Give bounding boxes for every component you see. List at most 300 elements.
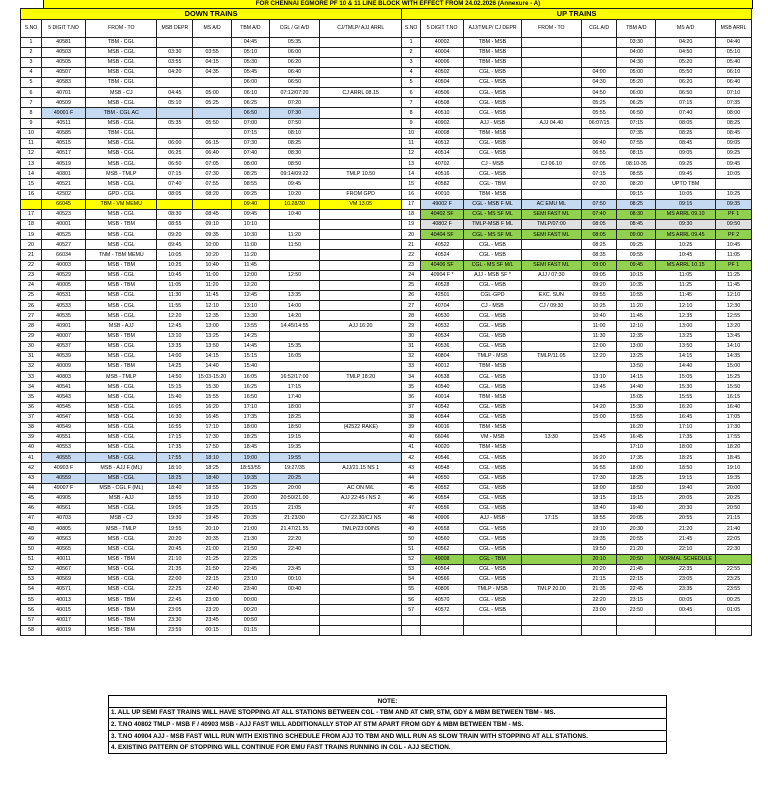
down-cell: 13:35 — [157, 341, 193, 351]
up-cell: CGL - MSB — [464, 149, 522, 159]
down-cell — [320, 503, 402, 513]
up-cell — [521, 149, 581, 159]
up-cell — [716, 179, 752, 189]
up-cell: 10:25 — [581, 301, 617, 311]
down-cell: 07:40 — [232, 149, 270, 159]
up-cell: 16:20 — [581, 453, 617, 463]
up-cell: 18:25 — [656, 453, 716, 463]
down-cell: 05:35 — [157, 118, 193, 128]
up-cell — [581, 37, 617, 47]
up-cell: 34 — [402, 372, 421, 382]
up-cell: CGL - MS SF M/L — [464, 260, 522, 270]
table-row — [21, 37, 752, 47]
up-cell: 23:55 — [716, 585, 752, 595]
down-cell: 23:45 — [269, 564, 319, 574]
up-cell: 7 — [402, 98, 421, 108]
up-cell — [521, 463, 581, 473]
up-cell: 18:25 — [617, 473, 656, 483]
down-cell: MSB - CGL — [86, 503, 157, 513]
down-cell: 16:20 — [193, 402, 232, 412]
down-cell: VM 13.05 — [320, 199, 402, 209]
up-cell — [521, 382, 581, 392]
table-row — [21, 291, 752, 301]
up-cell: TMLP - MSB — [464, 351, 522, 361]
down-cell — [193, 37, 232, 47]
up-cell: 18 — [402, 209, 421, 219]
up-cell: CGL - MSB — [464, 544, 522, 554]
up-cell: AJJ - MSB — [464, 514, 522, 524]
up-cell: 09:05 — [656, 149, 716, 159]
down-cell: 20:35 — [193, 534, 232, 544]
up-cell — [402, 625, 421, 635]
down-cell: 09:14/09:22 — [269, 169, 319, 179]
up-cell: 11:05 — [716, 250, 752, 260]
down-cell: 12 — [21, 149, 42, 159]
up-cell: CGL - MSB — [464, 483, 522, 493]
down-cell — [320, 341, 402, 351]
up-cell: CGL - MSB — [464, 382, 522, 392]
down-cell: 40583 — [42, 78, 86, 88]
down-cell: 12:45 — [232, 291, 270, 301]
up-cell: 40538 — [421, 372, 464, 382]
up-cell: 13:10 — [581, 372, 617, 382]
up-cell: 40554 — [421, 493, 464, 503]
down-cell: 23:40 — [232, 585, 270, 595]
up-cell: 32 — [402, 351, 421, 361]
up-cell: 30 — [402, 331, 421, 341]
down-cell: 20:15 — [232, 503, 270, 513]
down-cell — [320, 78, 402, 88]
down-cell: MSB - CGL — [86, 98, 157, 108]
up-cell: CGL - MS SF ML — [464, 209, 522, 219]
table-row — [21, 412, 752, 422]
up-cell: 19:10 — [581, 524, 617, 534]
up-cell: 20:00 — [716, 483, 752, 493]
up-cell: 05:10 — [716, 47, 752, 57]
up-cell — [521, 402, 581, 412]
down-cell: 40509 — [42, 98, 86, 108]
up-cell: 13:50 — [656, 341, 716, 351]
up-cell — [521, 534, 581, 544]
table-row — [21, 625, 752, 635]
down-cell — [157, 108, 193, 118]
down-cell: 06:20 — [269, 57, 319, 67]
up-cell: 11:25 — [716, 270, 752, 280]
up-cell: TMLP 20.00 — [521, 585, 581, 595]
down-cell — [320, 473, 402, 483]
up-cell: 16:45 — [617, 432, 656, 442]
up-cell: 39 — [402, 422, 421, 432]
up-cell: 19:50 — [581, 544, 617, 554]
down-cell — [320, 564, 402, 574]
up-cell: 15:30 — [656, 382, 716, 392]
down-cell: TMLP 18:20 — [320, 372, 402, 382]
down-cell: 23:00 — [193, 595, 232, 605]
down-cell: MSB - CGL — [86, 118, 157, 128]
up-cell: 11 — [402, 138, 421, 148]
down-cell: 40553 — [42, 443, 86, 453]
down-cell: 40559 — [42, 473, 86, 483]
down-cell — [320, 230, 402, 240]
up-cell: CGL - MSB — [464, 67, 522, 77]
up-cell: 08:45 — [716, 128, 752, 138]
notes-heading: NOTE: — [109, 696, 667, 708]
up-cell: 40014 — [421, 392, 464, 402]
down-cell: 10:20 — [269, 189, 319, 199]
table-row — [21, 57, 752, 67]
down-cell: TBM - CGL — [86, 128, 157, 138]
table-row — [21, 230, 752, 240]
up-cell: 21 — [402, 240, 421, 250]
down-cell: 53 — [21, 574, 42, 584]
up-cell: 22:15 — [617, 574, 656, 584]
up-cell — [521, 321, 581, 331]
up-cell: CJ / 09:30 — [521, 301, 581, 311]
up-cell: 08:25 — [656, 128, 716, 138]
down-cell: 40013 — [42, 595, 86, 605]
down-cell: 27 — [21, 311, 42, 321]
down-cell: 06:25 — [232, 98, 270, 108]
up-cell: 40702 — [421, 159, 464, 169]
down-cell: 38 — [21, 422, 42, 432]
down-cell: 09:25 — [232, 189, 270, 199]
up-cell: 10:25 — [716, 189, 752, 199]
down-cell: 15:15 — [232, 351, 270, 361]
up-cell — [521, 443, 581, 453]
up-cell — [716, 625, 752, 635]
down-cell: 19:35 — [232, 473, 270, 483]
up-cell: 22 — [402, 250, 421, 260]
down-cell: 05:10 — [232, 47, 270, 57]
down-cell: TMLP/23:00/NS — [320, 524, 402, 534]
down-cell: 40571 — [42, 585, 86, 595]
down-cell — [157, 128, 193, 138]
up-cell — [716, 615, 752, 625]
down-cell: MSB - CJ — [86, 88, 157, 98]
up-cell: 09:20 — [581, 280, 617, 290]
up-cell: 10:25 — [656, 240, 716, 250]
down-cell: 15:55 — [193, 392, 232, 402]
down-cell: 40 — [21, 443, 42, 453]
up-cell: 04:00 — [617, 47, 656, 57]
down-cell: 40515 — [42, 138, 86, 148]
down-cell — [320, 291, 402, 301]
down-cell: 18:40 — [193, 473, 232, 483]
up-cell: CGL - MS SF ML — [464, 230, 522, 240]
up-cell: 15:50 — [716, 382, 752, 392]
up-cell — [521, 625, 581, 635]
down-cell: 40007 — [42, 331, 86, 341]
up-cell: CGL - MSB — [464, 240, 522, 250]
up-cell: 10:15 — [617, 270, 656, 280]
up-cell — [581, 128, 617, 138]
up-cell: 15:00 — [716, 362, 752, 372]
down-cell: 7 — [21, 98, 42, 108]
up-cell: 14:35 — [716, 351, 752, 361]
down-cell: 19 — [21, 230, 42, 240]
up-cell: 22:20 — [581, 595, 617, 605]
down-cell: 31 — [21, 351, 42, 361]
up-cell: MS ARRL 10.15 — [656, 260, 716, 270]
down-cell: 04:35 — [193, 67, 232, 77]
down-cell: 19:55 — [269, 453, 319, 463]
down-cell: MSB - CGL — [86, 179, 157, 189]
down-cell: 21:05 — [269, 503, 319, 513]
down-cell: 19:45 — [193, 514, 232, 524]
down-column-header: S.NO — [21, 19, 42, 37]
up-cell: PF 1 — [716, 209, 752, 219]
up-cell — [581, 422, 617, 432]
table-row — [21, 179, 752, 189]
up-cell: 12 — [402, 149, 421, 159]
up-cell: 20:55 — [656, 514, 716, 524]
up-cell: 9 — [402, 118, 421, 128]
down-cell: 19:27/35 — [269, 463, 319, 473]
up-cell: 12:55 — [716, 311, 752, 321]
up-cell: TBM - MSB — [464, 47, 522, 57]
up-cell: 13:45 — [716, 331, 752, 341]
down-cell: 07:30 — [269, 108, 319, 118]
up-cell: 37 — [402, 402, 421, 412]
down-cell — [269, 605, 319, 615]
down-cell: 49 — [21, 534, 42, 544]
table-row — [21, 422, 752, 432]
table-row — [21, 585, 752, 595]
up-cell — [521, 250, 581, 260]
up-cell: NORMAL SCHEDULE — [656, 554, 716, 564]
up-cell: 19:15 — [656, 473, 716, 483]
down-cell: 08:25 — [232, 169, 270, 179]
table-row — [21, 574, 752, 584]
up-cell: 40512 — [421, 138, 464, 148]
down-cell: 26 — [21, 301, 42, 311]
up-cell: CGL - MSB — [464, 88, 522, 98]
up-cell: 3 — [402, 57, 421, 67]
up-cell: 13:00 — [656, 321, 716, 331]
up-cell: 40406 SF — [421, 260, 464, 270]
up-cell: CGL - TBM — [464, 179, 522, 189]
down-cell: 66034 — [42, 250, 86, 260]
down-cell: 11 — [21, 138, 42, 148]
up-cell: 16:40 — [716, 402, 752, 412]
up-cell: 40548 — [421, 463, 464, 473]
up-cell — [521, 67, 581, 77]
down-cell: 40703 — [42, 514, 86, 524]
up-cell: CGL - MSB — [464, 169, 522, 179]
table-row — [21, 453, 752, 463]
down-cell: 19:05 — [157, 503, 193, 513]
down-cell: 40517 — [42, 149, 86, 159]
down-cell: 13:10 — [232, 301, 270, 311]
down-cell: 40507 — [42, 67, 86, 77]
down-cell: 07:05 — [193, 159, 232, 169]
down-cell: MSB - CGL — [86, 422, 157, 432]
up-cell: 14:40 — [617, 382, 656, 392]
down-cell: 16 — [21, 189, 42, 199]
up-cell: 40004 — [421, 47, 464, 57]
up-cell — [521, 169, 581, 179]
down-cell: 33 — [21, 372, 42, 382]
down-cell: 17:50 — [193, 443, 232, 453]
down-cell: 48 — [21, 524, 42, 534]
down-cell: 11:00 — [232, 240, 270, 250]
down-cell: 20:00 — [232, 493, 270, 503]
up-cell: 17:10 — [656, 422, 716, 432]
up-cell: TBM - MSB — [464, 128, 522, 138]
down-cell — [320, 57, 402, 67]
down-cell: 14.45/14:55 — [269, 321, 319, 331]
up-cell: 40806 — [421, 585, 464, 595]
up-cell: 10:40 — [581, 311, 617, 321]
up-cell: VM - MSB — [464, 432, 522, 442]
down-cell: 21:35 — [157, 564, 193, 574]
down-cell — [320, 159, 402, 169]
down-cell: 22:40 — [269, 544, 319, 554]
up-cell — [521, 605, 581, 615]
down-cell: 00:20 — [232, 605, 270, 615]
down-cell: 17:15 — [157, 432, 193, 442]
down-cell: 06:00 — [232, 78, 270, 88]
table-row — [21, 250, 752, 260]
up-cell: 12:10 — [656, 301, 716, 311]
down-cell: 40545 — [42, 402, 86, 412]
down-cell: 40527 — [42, 240, 86, 250]
down-cell: 40701 — [42, 88, 86, 98]
down-column-header: FROM - TO — [86, 19, 157, 37]
column-header-row — [21, 19, 752, 37]
down-cell: 18:53/55 — [232, 463, 270, 473]
up-cell: 19 — [402, 220, 421, 230]
up-cell: 17:35 — [656, 432, 716, 442]
up-cell: 04:30 — [581, 78, 617, 88]
down-cell: 49001 F — [42, 108, 86, 118]
up-cell: SEMI FAST ML — [521, 230, 581, 240]
down-cell: AJJ 16:20 — [320, 321, 402, 331]
down-cell: MSB - AJJ — [86, 493, 157, 503]
down-cell: 09:10 — [193, 220, 232, 230]
down-cell: 20:50/21.00 — [269, 493, 319, 503]
table-row — [21, 351, 752, 361]
up-cell: 16:20 — [656, 402, 716, 412]
up-cell: 15:30 — [617, 402, 656, 412]
down-cell: 06:25 — [157, 149, 193, 159]
down-cell: 22 — [21, 260, 42, 270]
up-cell — [521, 574, 581, 584]
down-cell: 40567 — [42, 564, 86, 574]
up-cell: 20:05 — [656, 493, 716, 503]
down-cell: 40543 — [42, 392, 86, 402]
up-cell: 16:15 — [716, 392, 752, 402]
up-cell: 17 — [402, 199, 421, 209]
down-cell: 36 — [21, 402, 42, 412]
down-cell: 22:20 — [269, 534, 319, 544]
down-cell: 18:10 — [193, 453, 232, 463]
down-cell: 52 — [21, 564, 42, 574]
note-item: 2. T.NO 40802 TMLP - MSB F / 40903 MSB - AJJ FAST WILL ADDITIONALLY STOP AT STM APART FROM GDY & MBM BETWEEN TBM - MS. — [109, 719, 667, 731]
down-cell — [320, 260, 402, 270]
up-cell: 21:20 — [617, 544, 656, 554]
up-cell: 38 — [402, 412, 421, 422]
up-cell: 40904 F * — [421, 270, 464, 280]
up-cell: 06:55 — [581, 149, 617, 159]
down-cell: 4 — [21, 67, 42, 77]
down-cell: MSB - TBM — [86, 605, 157, 615]
down-cell: 08:55 — [232, 179, 270, 189]
table-row — [21, 473, 752, 483]
up-cell: 15:55 — [617, 412, 656, 422]
up-cell: TBM - MSB — [464, 189, 522, 199]
down-cell: 09:20 — [157, 230, 193, 240]
up-cell: 40566 — [421, 574, 464, 584]
down-cell: 40529 — [42, 270, 86, 280]
up-cell: 10:05 — [716, 169, 752, 179]
up-cell: TBM - MSB — [464, 37, 522, 47]
down-cell — [157, 37, 193, 47]
down-cell: CJ / 22.30/CJ NS — [320, 514, 402, 524]
down-cell: MSB - CGL — [86, 311, 157, 321]
up-cell: CGL - MSB — [464, 564, 522, 574]
down-cell: 15:35 — [269, 341, 319, 351]
up-cell: 08:15 — [617, 149, 656, 159]
down-cell: 40903 F — [42, 463, 86, 473]
down-cell — [320, 240, 402, 250]
down-cell: 10:40 — [269, 209, 319, 219]
up-cell: 18:00 — [656, 443, 716, 453]
up-cell: 21:35 — [581, 585, 617, 595]
up-cell: PF 1 — [716, 260, 752, 270]
down-cell: 16:05 — [157, 402, 193, 412]
down-cell: 23:59 — [157, 625, 193, 635]
up-cell: 15:45 — [581, 432, 617, 442]
down-cell: 14:40 — [193, 362, 232, 372]
down-cell: 20:25 — [269, 473, 319, 483]
down-cell — [320, 67, 402, 77]
down-cell: 44 — [21, 483, 42, 493]
up-cell: 44 — [402, 473, 421, 483]
up-cell — [521, 331, 581, 341]
down-cell: 40521 — [42, 179, 86, 189]
down-cell: 19:25 — [232, 483, 270, 493]
up-cell: 21:15 — [581, 574, 617, 584]
up-cell: 15:25 — [716, 372, 752, 382]
down-cell: 04:20 — [157, 67, 193, 77]
down-cell: 40531 — [42, 291, 86, 301]
table-row — [21, 331, 752, 341]
up-cell: 11:45 — [617, 311, 656, 321]
up-cell: SEMI FAST ML — [521, 260, 581, 270]
up-cell: 21:15 — [716, 514, 752, 524]
up-cell: 40402 SF — [421, 209, 464, 219]
down-cell: (42522 RAKE) — [320, 422, 402, 432]
up-cell: TMLP-MSB F ML — [464, 220, 522, 230]
up-cell: CGL - MSB — [464, 98, 522, 108]
up-cell: 17:55 — [716, 432, 752, 442]
down-cell: 40005 — [42, 280, 86, 290]
up-cell: 22:55 — [716, 564, 752, 574]
down-cell: 15:03-15:20 — [193, 372, 232, 382]
down-cell: 16:45 — [193, 412, 232, 422]
down-cell: MSB - CGL — [86, 544, 157, 554]
up-cell: 08:20 — [617, 179, 656, 189]
up-cell — [521, 108, 581, 118]
up-cell — [581, 47, 617, 57]
down-cell — [320, 453, 402, 463]
down-cell: 18:25 — [193, 463, 232, 473]
up-cell: CGL - MSB — [464, 524, 522, 534]
down-cell: 43 — [21, 473, 42, 483]
down-cell: 41 — [21, 453, 42, 463]
down-cell: 05:30 — [232, 57, 270, 67]
